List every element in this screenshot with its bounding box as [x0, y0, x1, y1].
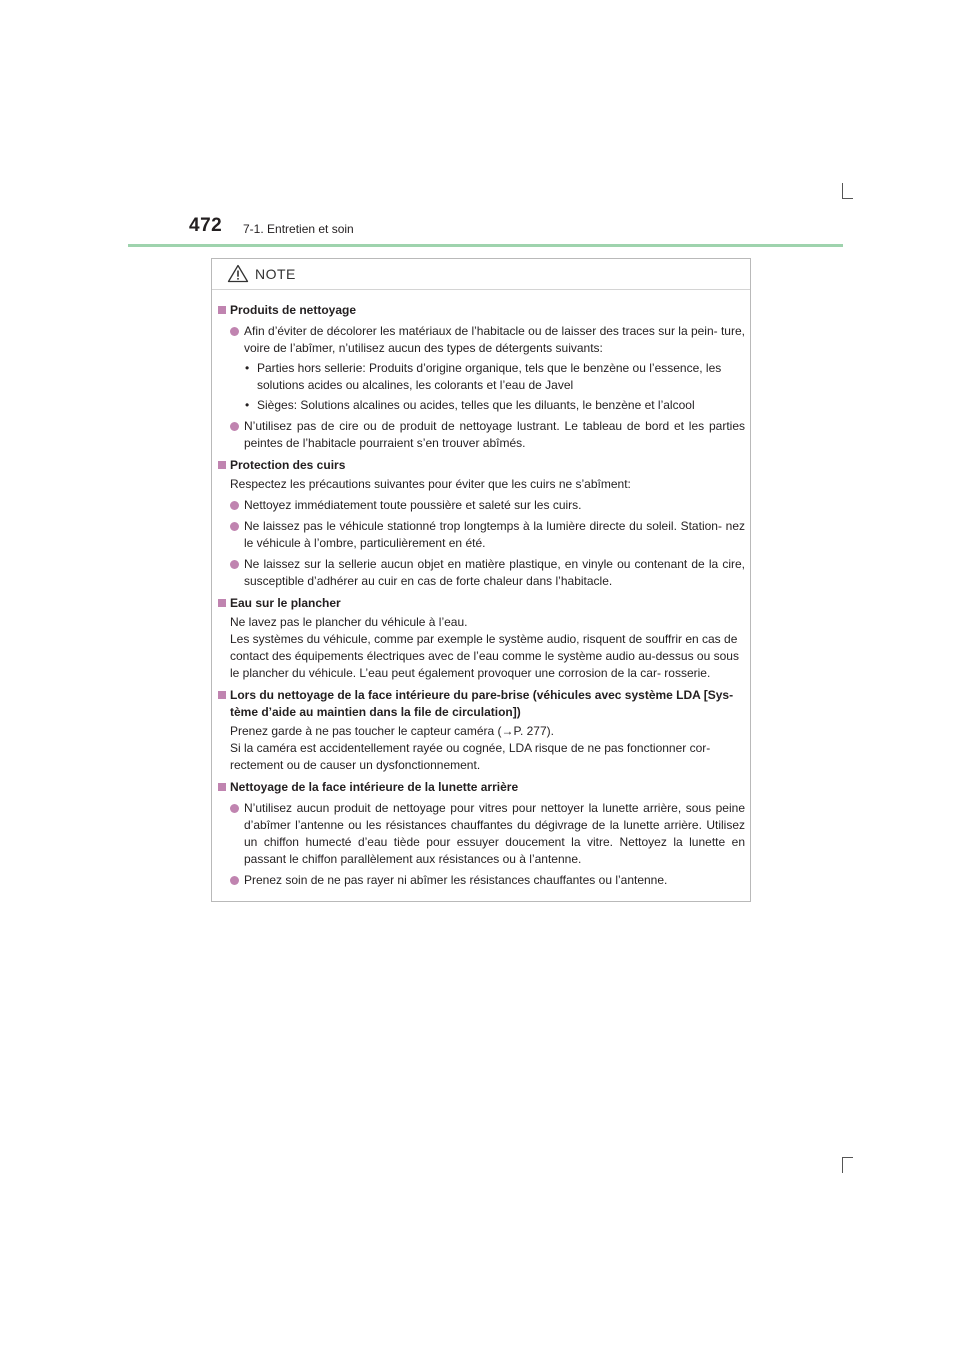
- list-item: Prenez soin de ne pas rayer ni abîmer les résistances chauffantes ou l’antenne.: [217, 872, 745, 889]
- sub-list-item: • Parties hors sellerie: Produits d’origine organique, tels que le benzène ou l’essence, les solutions acides ou alcalines, les colorants et l’eau de Javel: [245, 361, 722, 392]
- square-bullet-icon: [218, 783, 226, 791]
- dot-bullet-icon: [230, 422, 239, 431]
- note-body: [217, 302, 745, 894]
- section-title-cleaning-products: Produits de nettoyage: [217, 302, 745, 319]
- section-leather-protection: [217, 457, 745, 590]
- dot-bullet-icon: [230, 522, 239, 531]
- list-item: Afin d’éviter de décolorer les matériaux de l’habitacle ou de laisser des traces sur la pein- ture, voire de l’abîmer, n’utilisez aucun des types de détergents suivants:: [217, 323, 745, 357]
- square-bullet-icon: [218, 599, 226, 607]
- crop-mark-bottom: [842, 1157, 853, 1173]
- dot-bullet-icon: [230, 501, 239, 510]
- dot-bullet-icon: [230, 804, 239, 813]
- section-cleaning-products: [217, 302, 745, 452]
- section-title-windshield-cleaning: Lors du nettoyage de la face intérieure du pare-brise (véhicules avec système LDA [Sys- tème d’aide au maintien dans la file de circulation]): [217, 687, 745, 721]
- page-number: 472: [189, 215, 223, 236]
- paragraph: Les systèmes du véhicule, comme par exemple le système audio, risquent de souffrir en cas de contact des équipements électriques avec de l’eau comme le système audio au-dessus ou sous le plancher du véhicule. L’eau peut également provoquer une corrosion de la car- rosserie.: [230, 632, 739, 680]
- dot-bullet-icon: [230, 560, 239, 569]
- note-header: [212, 259, 750, 290]
- list-item: Ne laissez sur la sellerie aucun objet en matière plastique, en vinyle ou contenant de la cire, susceptible d’adhérer au cuir en cas de forte chaleur dans l’habitacle.: [217, 556, 745, 590]
- section-title-leather-protection: Protection des cuirs: [217, 457, 745, 474]
- section-title-water-on-floor: Eau sur le plancher: [217, 595, 745, 612]
- list-item: N’utilisez pas de cire ou de produit de nettoyage lustrant. Le tableau de bord et les parties peintes de l’habitacle pourraient s’en trouver abîmés.: [217, 418, 745, 452]
- section-rear-window-cleaning: [217, 779, 745, 889]
- section-title-rear-window-cleaning: Nettoyage de la face intérieure de la lunette arrière: [217, 779, 745, 796]
- note-label: NOTE: [255, 266, 296, 282]
- list-item: Nettoyez immédiatement toute poussière et saleté sur les cuirs.: [217, 497, 745, 514]
- crop-mark-top: [842, 183, 853, 199]
- square-bullet-icon: [218, 461, 226, 469]
- section-intro: Respectez les précautions suivantes pour éviter que les cuirs ne s’abîment:: [230, 477, 631, 491]
- paragraph: Si la caméra est accidentellement rayée ou cognée, LDA risque de ne pas fonctionner cor- rectement ou de causer un dysfonctionnement.: [230, 741, 711, 772]
- paragraph: Ne lavez pas le plancher du véhicule à l’eau.: [230, 615, 468, 629]
- section-title: 7-1. Entretien et soin: [243, 222, 354, 236]
- list-item: Ne laissez pas le véhicule stationné trop longtemps à la lumière directe du soleil. Station- nez le véhicule à l’ombre, particulièrement en été.: [217, 518, 745, 552]
- note-box: [211, 258, 751, 902]
- header-rule: [128, 244, 843, 247]
- dot-bullet-icon: [230, 327, 239, 336]
- section-windshield-cleaning: [217, 687, 745, 774]
- sub-list-item: • Sièges: Solutions alcalines ou acides, telles que les diluants, le benzène et l’alcool: [245, 398, 695, 412]
- dot-bullet-icon: [230, 876, 239, 885]
- paragraph: Prenez garde à ne pas toucher le capteur caméra (→P. 277).: [230, 724, 554, 738]
- section-water-on-floor: [217, 595, 745, 682]
- square-bullet-icon: [218, 691, 226, 699]
- list-item: N’utilisez aucun produit de nettoyage pour vitres pour nettoyer la lunette arrière, sous peine d’abîmer l’antenne ou les résistances chauffantes du dégivrage de la lunette arrière. Utilisez un chiffon humecté d’eau tiède pour essuyer doucement la vitre. Nettoyez la lunette en passant le chiffon parallèlement aux résistances ou à l’antenne.: [217, 800, 745, 868]
- square-bullet-icon: [218, 306, 226, 314]
- warning-triangle-icon: [227, 264, 249, 283]
